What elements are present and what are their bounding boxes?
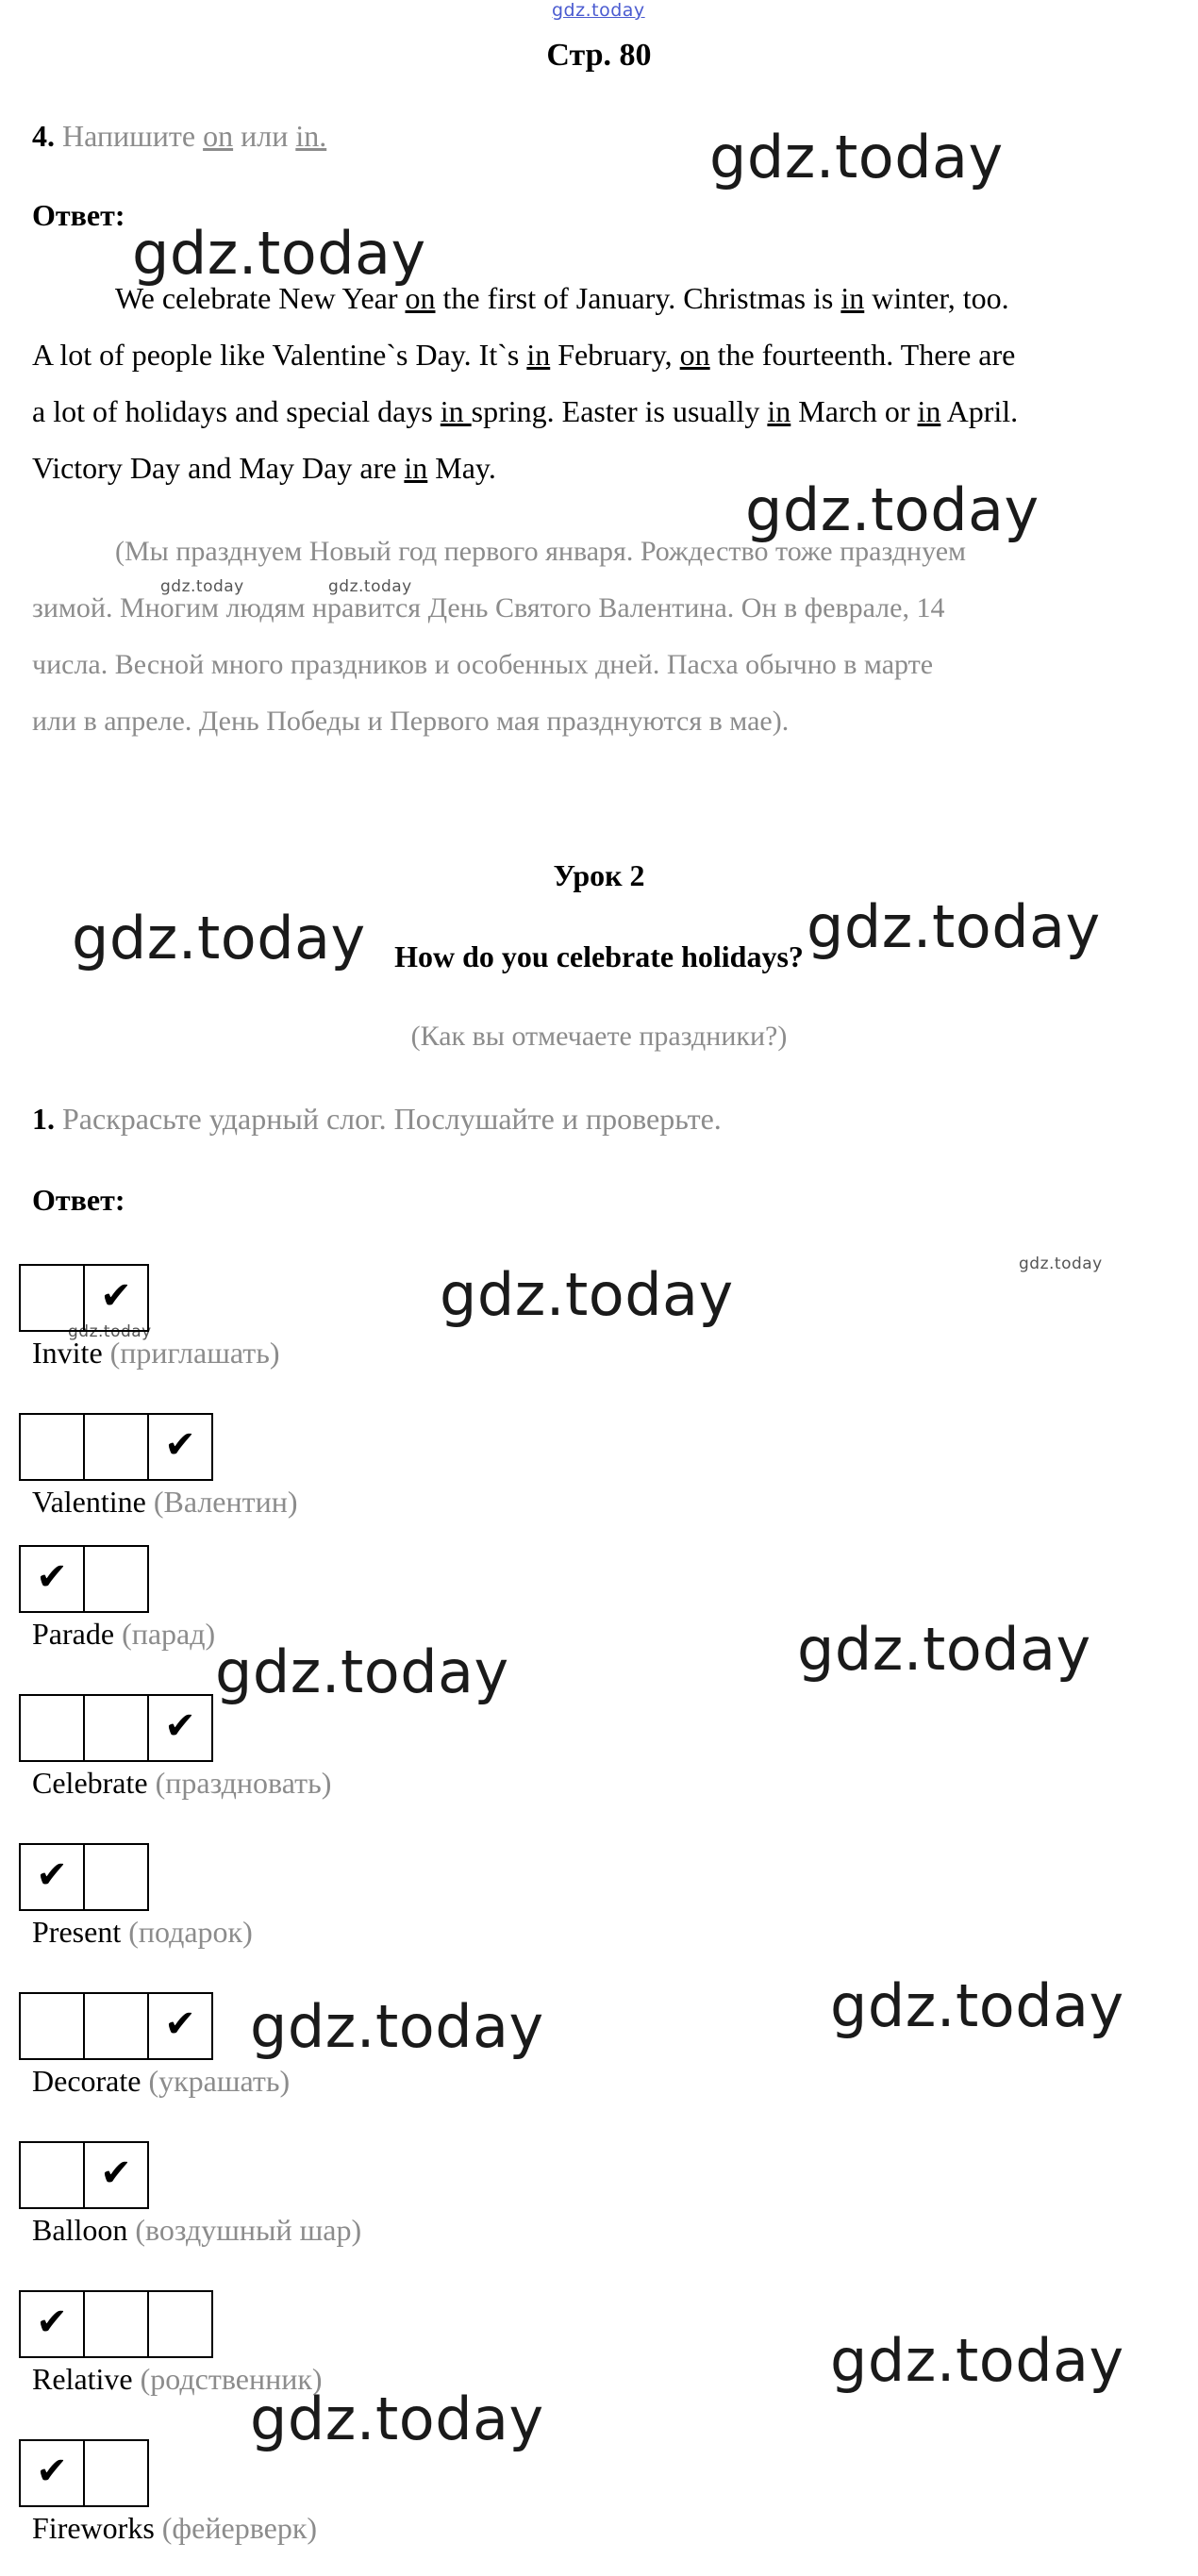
answer-line: We celebrate New Year on the first of January. Christmas is in winter, too. [115, 281, 1009, 315]
watermark: gdz.today [215, 1637, 509, 1706]
check-mark-icon: ✔ [164, 1423, 196, 1467]
syllable-box[interactable] [19, 2439, 85, 2507]
syllable-boxes [19, 2141, 149, 2207]
vocab-word-english: Balloon [32, 2213, 136, 2247]
vocab-word [32, 1766, 331, 1801]
syllable-box[interactable] [19, 2141, 85, 2209]
translation-line: числа. Весной много праздников и особенных дней. Пасха обычно в марте [32, 649, 934, 680]
watermark: gdz.today [250, 1992, 544, 2061]
watermark: gdz.today [250, 2385, 544, 2453]
vocab-word [32, 2511, 317, 2546]
check-mark-icon: ✔ [36, 1555, 68, 1599]
syllable-box[interactable] [147, 2290, 213, 2358]
vocab-word-translation: (приглашать) [109, 1336, 280, 1370]
syllable-boxes [19, 1545, 149, 1611]
watermark: gdz.today [830, 2326, 1124, 2395]
syllable-box[interactable] [83, 2141, 149, 2209]
syllable-boxes [19, 1413, 213, 1479]
check-mark-icon: ✔ [164, 1704, 196, 1748]
vocab-word [32, 2213, 361, 2248]
watermark: gdz.today [807, 892, 1101, 961]
syllable-boxes [19, 1264, 149, 1330]
translation-line: или в апреле. День Победы и Первого мая празднуются в мае). [32, 706, 790, 737]
vocab-word-english: Relative [32, 2362, 141, 2396]
vocab-word [32, 1336, 279, 1371]
instruction-word-on: on [203, 119, 234, 153]
vocab-word-english: Celebrate [32, 1766, 156, 1800]
instruction-text: Раскрасьте ударный слог. Послушайте и проверьте. [62, 1102, 722, 1136]
translation-line: зимой. Многим людям нравится День Святого Валентина. Он в феврале, 14 [32, 592, 945, 623]
page-title: Стр. 80 [546, 38, 652, 73]
answer-line: a lot of holidays and special days in spring. Easter is usually in March or in April. [32, 394, 1019, 428]
vocab-word-english: Parade [32, 1617, 123, 1651]
vocab-word-english: Valentine [32, 1485, 154, 1519]
syllable-boxes [19, 1843, 149, 1909]
lesson-subtitle-translation: (Как вы отмечаете праздники?) [410, 1021, 788, 1052]
syllable-box[interactable] [19, 2290, 85, 2358]
watermark: gdz.today [440, 1260, 734, 1329]
vocab-word-translation: (Валентин) [153, 1485, 298, 1519]
syllable-box[interactable] [147, 1413, 213, 1481]
instruction-text: или [241, 119, 289, 153]
instruction-word-in: in. [295, 119, 327, 153]
watermark: gdz.today [797, 1615, 1091, 1684]
syllable-box[interactable] [147, 1992, 213, 2060]
vocab-word [32, 2064, 290, 2099]
instruction-text: Напишите [62, 119, 196, 153]
syllable-box[interactable] [83, 1413, 149, 1481]
watermark-small: gdz.today [68, 1322, 152, 1341]
check-mark-icon: ✔ [36, 2450, 68, 2493]
vocab-word-translation: (праздновать) [155, 1766, 332, 1800]
vocab-word-translation: (парад) [122, 1617, 216, 1651]
watermark: gdz.today [132, 219, 426, 288]
syllable-box[interactable] [83, 1992, 149, 2060]
syllable-box[interactable] [19, 1694, 85, 1762]
watermark-top: gdz.today [552, 0, 645, 21]
vocab-word-translation: (воздушный шар) [135, 2213, 362, 2247]
check-mark-icon: ✔ [36, 1853, 68, 1897]
syllable-boxes [19, 1992, 213, 2058]
check-mark-icon: ✔ [164, 2003, 196, 2046]
vocab-word [32, 2362, 323, 2397]
syllable-box[interactable] [19, 1992, 85, 2060]
check-mark-icon: ✔ [100, 1274, 132, 1318]
check-mark-icon: ✔ [36, 2301, 68, 2344]
translation-paragraph [32, 524, 1126, 750]
task-number: 1. [32, 1102, 55, 1136]
vocab-word-translation: (фейерверк) [161, 2511, 318, 2545]
vocab-word-english: Decorate [32, 2064, 149, 2098]
syllable-box[interactable] [147, 1694, 213, 1762]
syllable-box[interactable] [83, 2290, 149, 2358]
task-1-instruction [32, 1102, 722, 1137]
watermark-small: gdz.today [1019, 1255, 1103, 1273]
vocab-word-english: Invite [32, 1336, 110, 1370]
vocab-word-translation: (подарок) [128, 1915, 253, 1949]
vocab-word [32, 1485, 298, 1520]
watermark: gdz.today [830, 1971, 1124, 2040]
syllable-box[interactable] [19, 1264, 85, 1332]
task-4-instruction [32, 119, 326, 154]
vocab-word [32, 1617, 215, 1652]
watermark: gdz.today [72, 904, 366, 972]
syllable-box[interactable] [83, 1545, 149, 1613]
check-mark-icon: ✔ [100, 2152, 132, 2195]
syllable-box[interactable] [19, 1545, 85, 1613]
task-number: 4. [32, 119, 55, 153]
answer-line: A lot of people like Valentine`s Day. It`s in February, on the fourteenth. There are [32, 338, 1016, 372]
syllable-box[interactable] [83, 2439, 149, 2507]
vocab-word-english: Present [32, 1915, 129, 1949]
syllable-boxes [19, 2439, 149, 2505]
vocab-word [32, 1915, 253, 1950]
answer-paragraph [32, 270, 1126, 496]
lesson-title: Урок 2 [553, 858, 645, 892]
syllable-box[interactable] [19, 1843, 85, 1911]
watermark: gdz.today [709, 123, 1004, 191]
vocab-word-english: Fireworks [32, 2511, 162, 2545]
answer-label: Ответ: [32, 198, 125, 232]
vocab-word-translation: (родственник) [140, 2362, 323, 2396]
syllable-box[interactable] [83, 1694, 149, 1762]
syllable-box[interactable] [83, 1264, 149, 1332]
syllable-box[interactable] [83, 1843, 149, 1911]
syllable-boxes [19, 2290, 213, 2356]
answer-line: Victory Day and May Day are in May. [32, 451, 496, 485]
vocab-word-translation: (украшать) [148, 2064, 291, 2098]
watermark-small: gdz.today [328, 577, 412, 596]
watermark-small: gdz.today [160, 577, 244, 596]
syllable-box[interactable] [19, 1413, 85, 1481]
watermark: gdz.today [745, 475, 1040, 544]
translation-line: (Мы празднуем Новый год первого января. Рождество тоже празднуем [115, 536, 966, 567]
answer-label: Ответ: [32, 1183, 125, 1217]
syllable-boxes [19, 1694, 213, 1760]
lesson-subtitle: How do you celebrate holidays? [394, 939, 804, 973]
